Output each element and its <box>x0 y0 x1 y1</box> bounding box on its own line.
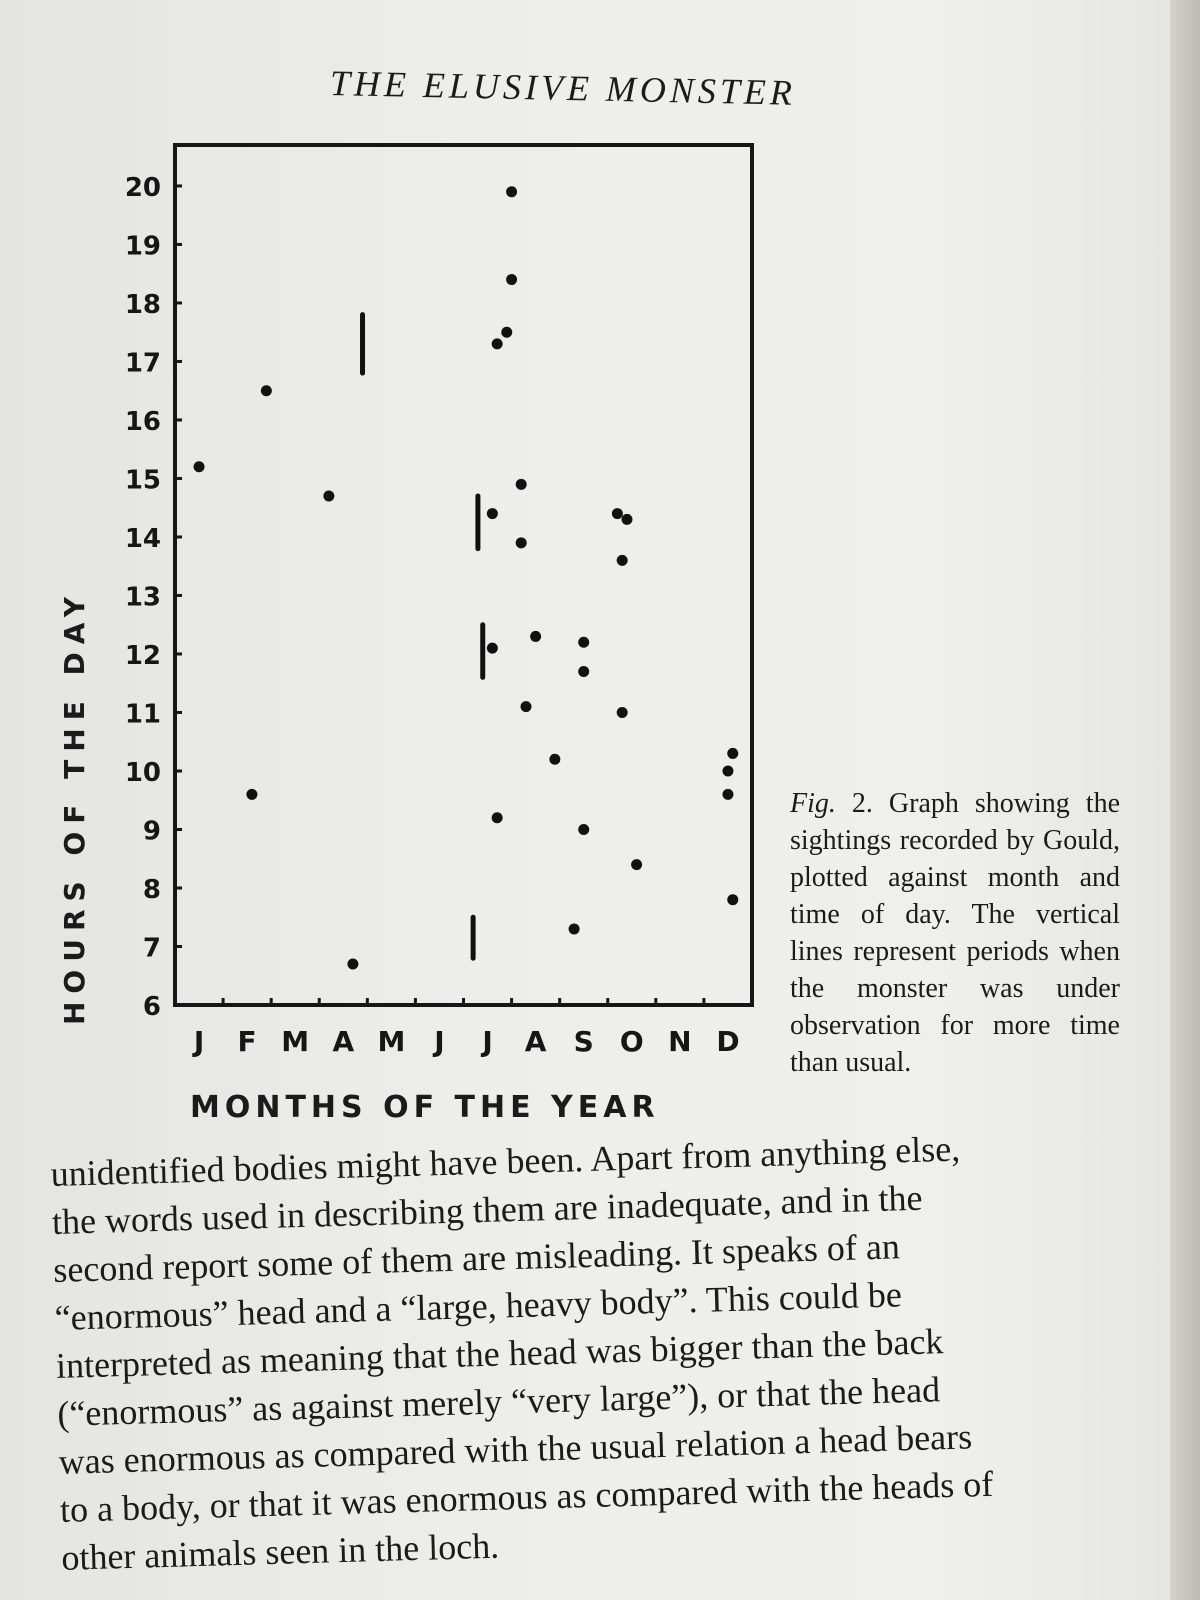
sighting-point <box>506 186 517 197</box>
y-tick-label: 7 <box>142 933 161 964</box>
sighting-point <box>487 643 498 654</box>
sighting-point <box>492 338 503 349</box>
x-axis-title: MONTHS OF THE YEAR <box>190 1090 660 1125</box>
body-line: was enormous as compared with the usual relation a head bears <box>58 1416 973 1482</box>
body-line: second report some of them are misleading. It speaks of an <box>52 1226 901 1290</box>
sighting-point <box>530 631 541 642</box>
sighting-point <box>617 555 628 566</box>
y-tick-label: 8 <box>142 874 161 905</box>
x-tick-label: J <box>434 1025 445 1058</box>
x-tick-label: M <box>377 1025 406 1058</box>
body-line: the words used in describing them are inadequate, and in the <box>51 1177 923 1242</box>
sighting-point <box>569 923 580 934</box>
sighting-point <box>621 514 632 525</box>
y-tick-label: 20 <box>124 172 161 203</box>
x-tick-label: M <box>281 1025 310 1058</box>
sighting-point <box>246 789 257 800</box>
body-line: unidentified bodies might have been. Apart from anything else, <box>50 1128 961 1194</box>
sighting-point <box>516 479 527 490</box>
plot-frame <box>175 145 752 1005</box>
sighting-point <box>492 812 503 823</box>
sighting-point <box>722 765 733 776</box>
sighting-point <box>578 637 589 648</box>
x-tick-label: N <box>668 1025 692 1058</box>
x-tick-label: A <box>524 1025 547 1058</box>
sighting-point <box>617 707 628 718</box>
body-line: “enormous” head and a “large, heavy body”. This could be <box>54 1274 903 1338</box>
figure-caption-text: 2. Graph showing the sightings recorded by Gould, plotted against month and time of day. The vertical lines represent periods when the monster was under observation for more time than usual. <box>790 788 1121 1078</box>
x-tick-label: D <box>716 1025 740 1058</box>
sighting-point <box>722 789 733 800</box>
x-tick-label: A <box>332 1025 355 1058</box>
x-tick-label: O <box>619 1025 644 1058</box>
y-tick-label: 18 <box>124 289 161 320</box>
y-tick-label: 17 <box>124 348 161 379</box>
body-line: (“enormous” as against merely “very large”), or that the head <box>56 1369 941 1434</box>
body-line: to a body, or that it was enormous as compared with the heads of <box>59 1463 994 1530</box>
y-tick-label: 12 <box>124 640 161 671</box>
y-tick-label: 14 <box>124 523 161 554</box>
y-tick-label: 15 <box>124 465 161 496</box>
body-paragraph <box>50 1120 1142 1582</box>
running-head: THE ELUSIVE MONSTER <box>329 63 797 113</box>
sighting-point <box>578 666 589 677</box>
sighting-point <box>549 754 560 765</box>
x-tick-label: F <box>237 1025 257 1058</box>
sighting-point <box>727 748 738 759</box>
sighting-point <box>501 327 512 338</box>
sighting-point <box>521 701 532 712</box>
x-tick-label: J <box>482 1025 493 1058</box>
page-edge <box>1170 0 1200 1600</box>
sightings-chart <box>40 120 780 1120</box>
y-tick-label: 11 <box>124 699 161 730</box>
sighting-point <box>347 959 358 970</box>
y-tick-label: 16 <box>124 406 161 437</box>
sighting-point <box>727 894 738 905</box>
x-tick-label: S <box>573 1025 594 1058</box>
x-tick-label: J <box>193 1025 205 1058</box>
sighting-point <box>323 491 334 502</box>
figure-caption <box>790 785 1120 1081</box>
sighting-point <box>487 508 498 519</box>
sighting-point <box>578 824 589 835</box>
sighting-point <box>194 461 205 472</box>
y-tick-label: 19 <box>124 231 161 262</box>
y-tick-label: 9 <box>142 816 161 847</box>
body-line: other animals seen in the loch. <box>60 1525 500 1578</box>
body-line: interpreted as meaning that the head was bigger than the back <box>55 1321 944 1386</box>
sighting-point <box>612 508 623 519</box>
y-axis-title: HOURS OF THE DAY <box>58 588 91 1025</box>
sighting-point <box>261 385 272 396</box>
y-tick-label: 10 <box>124 757 161 788</box>
sighting-point <box>506 274 517 285</box>
sighting-point <box>631 859 642 870</box>
sighting-point <box>516 537 527 548</box>
y-tick-label: 13 <box>124 582 161 613</box>
y-tick-label: 6 <box>142 992 161 1022</box>
figure-label: Fig. <box>790 788 836 819</box>
